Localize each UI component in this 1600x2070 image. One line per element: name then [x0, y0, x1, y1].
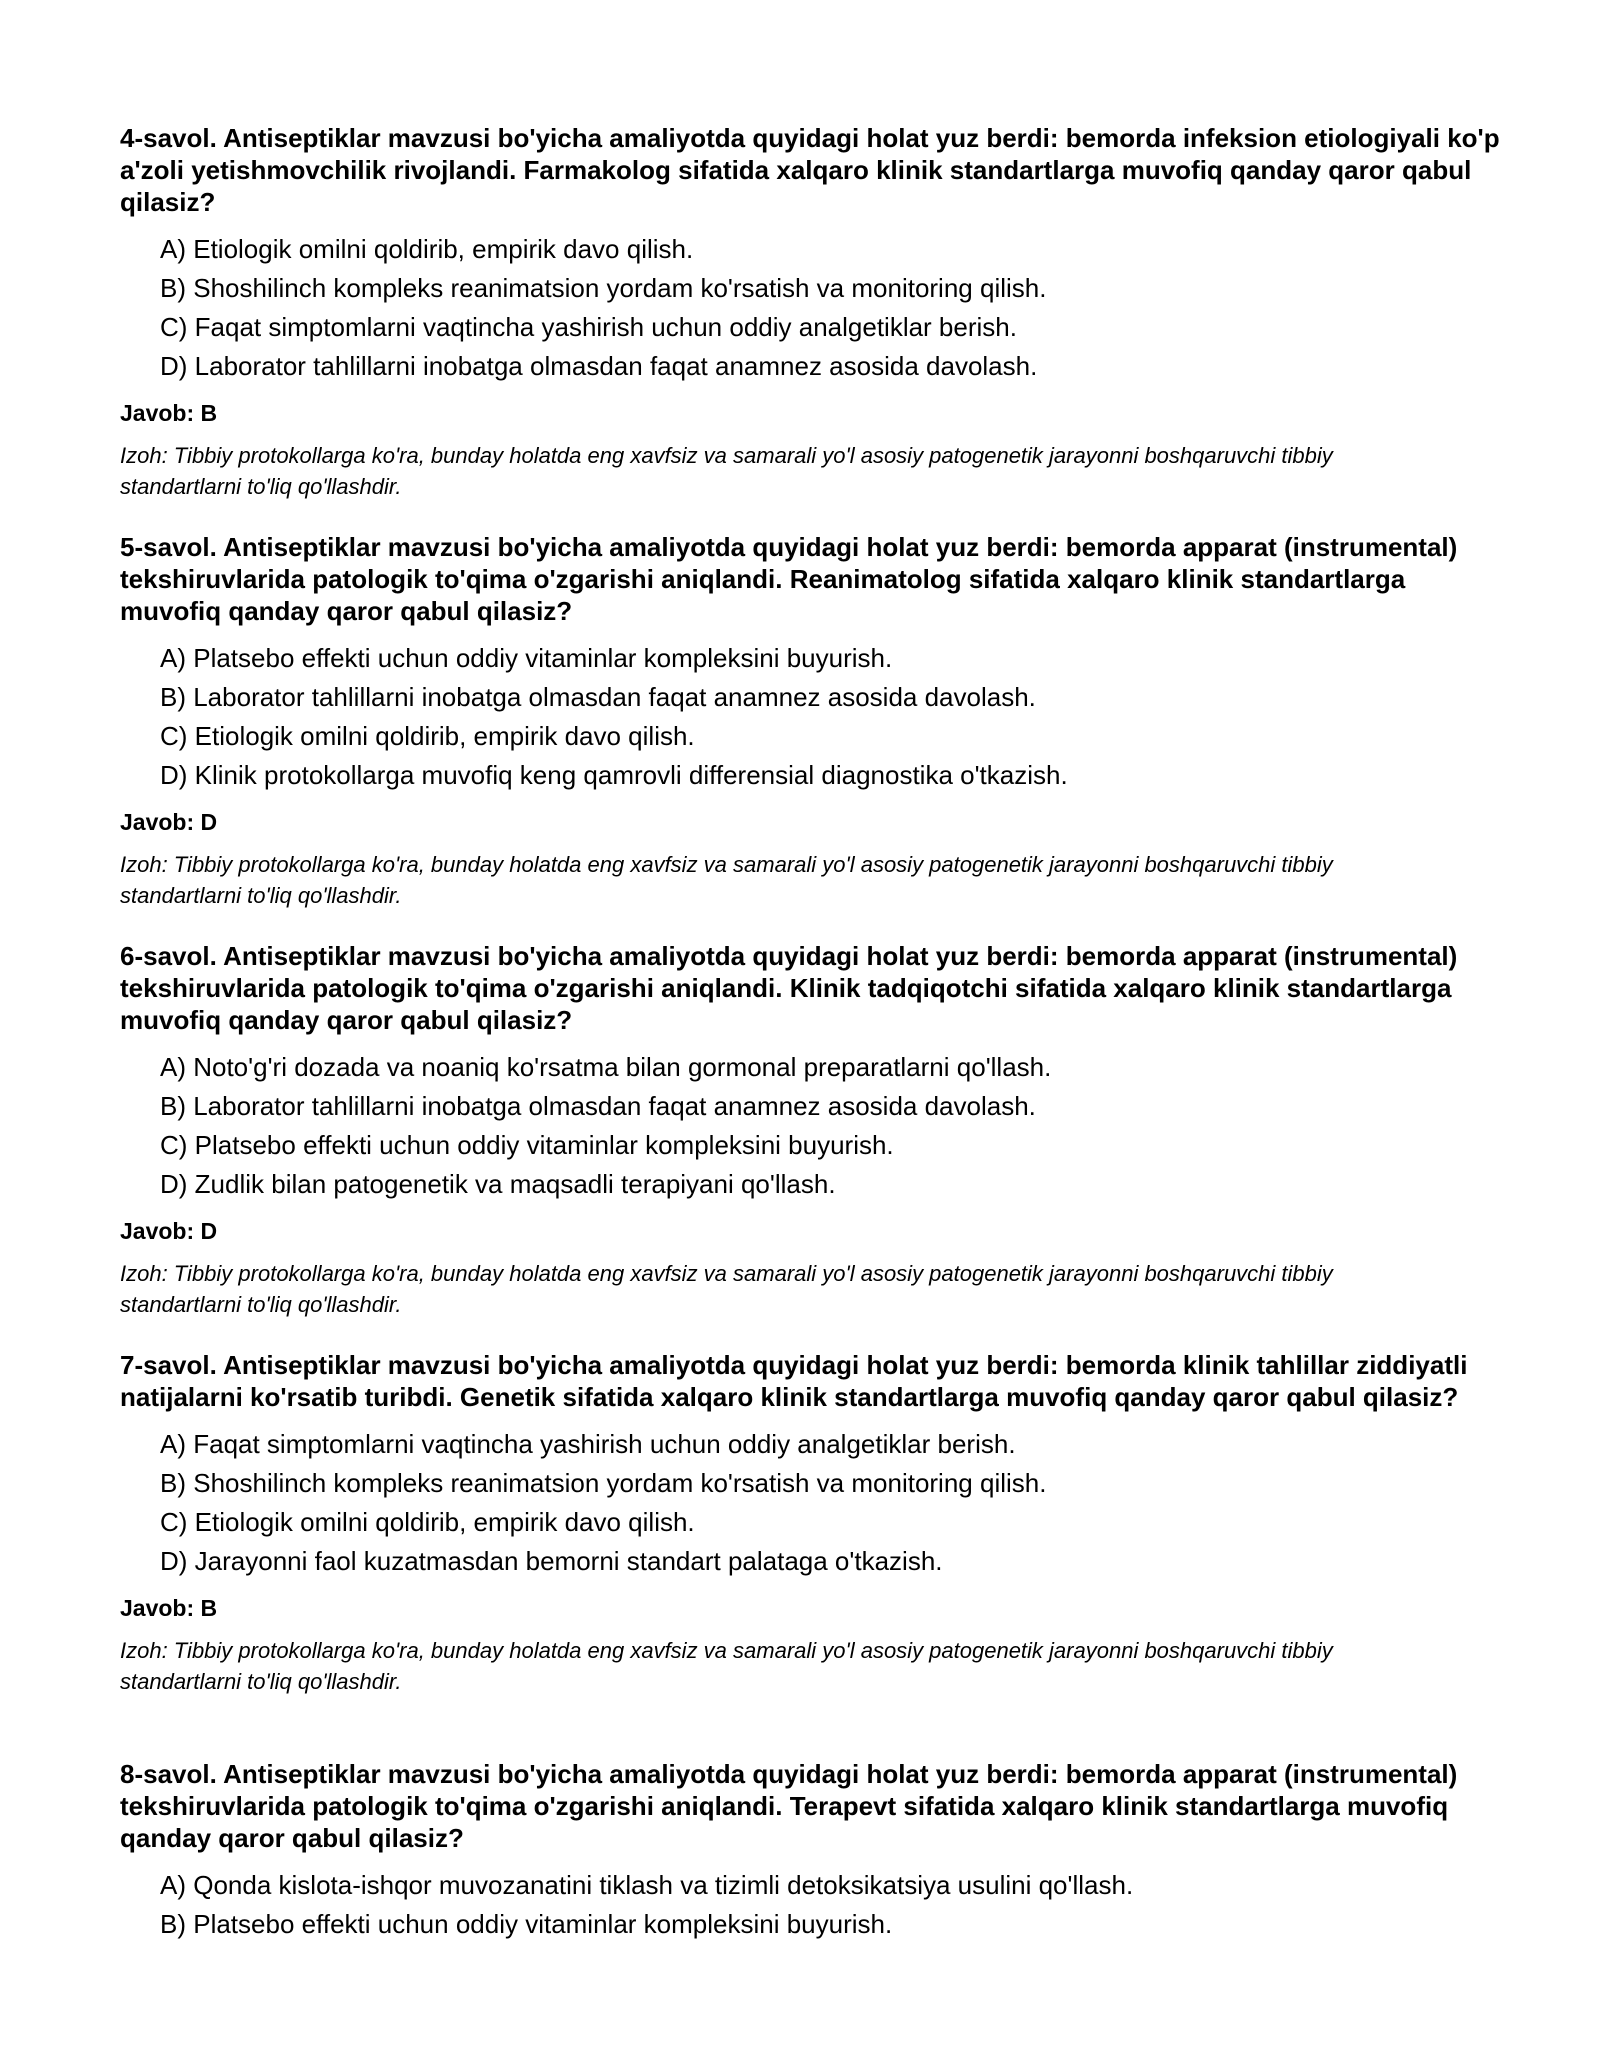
option-b: B) Shoshilinch kompleks reanimatsion yordam ko'rsatish va monitoring qilish. — [160, 273, 1047, 303]
option-b: B) Laborator tahlillarni inobatga olmasdan faqat anamnez asosida davolash. — [160, 682, 1036, 712]
explanation-note: Izoh: Tibbiy protokollarga ko'ra, bunday holatda eng xavfsiz va samarali yo'l asosiy patogenetik jarayonni boshqaruvchi tibbiy standartlarni to'liq qo'llashdir. — [120, 852, 1333, 908]
question-block-4 — [120, 122, 1500, 502]
question-text: 8-savol. Antiseptiklar mavzusi bo'yicha amaliyotda quyidagi holat yuz berdi: bemorda apparat (instrumental) tekshiruvlarida patologik to'qima o'zgarishi aniqlandi. Terapevt sifatida xalqaro klinik standartlarga muvofiq qanday qaror qabul qilasiz? — [120, 1759, 1458, 1853]
question-text: 5-savol. Antiseptiklar mavzusi bo'yicha amaliyotda quyidagi holat yuz berdi: bemorda apparat (instrumental) tekshiruvlarida patologik to'qima o'zgarishi aniqlandi. Reanimatolog sifatida xalqaro klinik standartlarga muvofiq qanday qaror qabul qilasiz? — [120, 532, 1458, 626]
question-block-8 — [120, 1758, 1500, 1944]
option-b: B) Laborator tahlillarni inobatga olmasdan faqat anamnez asosida davolash. — [160, 1091, 1036, 1121]
question-text: 6-savol. Antiseptiklar mavzusi bo'yicha amaliyotda quyidagi holat yuz berdi: bemorda apparat (instrumental) tekshiruvlarida patologik to'qima o'zgarishi aniqlandi. Klinik tadqiqotchi sifatida xalqaro klinik standartlarga muvofiq qanday qaror qabul qilasiz? — [120, 941, 1458, 1035]
options-list — [160, 1048, 1500, 1204]
option-b: B) Shoshilinch kompleks reanimatsion yordam ko'rsatish va monitoring qilish. — [160, 1468, 1047, 1498]
explanation-note: Izoh: Tibbiy protokollarga ko'ra, bunday holatda eng xavfsiz va samarali yo'l asosiy patogenetik jarayonni boshqaruvchi tibbiy standartlarni to'liq qo'llashdir. — [120, 1261, 1333, 1317]
answer-label: Javob: B — [120, 1595, 218, 1621]
option-d: D) Laborator tahlillarni inobatga olmasdan faqat anamnez asosida davolash. — [160, 351, 1038, 381]
question-block-7 — [120, 1349, 1500, 1697]
options-list — [160, 1425, 1500, 1581]
explanation-note: Izoh: Tibbiy protokollarga ko'ra, bunday holatda eng xavfsiz va samarali yo'l asosiy patogenetik jarayonni boshqaruvchi tibbiy standartlarni to'liq qo'llashdir. — [120, 443, 1333, 499]
answer-label: Javob: D — [120, 809, 218, 835]
option-a: A) Etiologik omilni qoldirib, empirik davo qilish. — [160, 234, 694, 264]
answer-label: Javob: D — [120, 1218, 218, 1244]
options-list — [160, 1866, 1500, 1944]
option-b: B) Platsebo effekti uchun oddiy vitaminlar kompleksini buyurish. — [160, 1909, 893, 1939]
question-block-5 — [120, 531, 1500, 911]
answer-label: Javob: B — [120, 400, 218, 426]
explanation-note: Izoh: Tibbiy protokollarga ko'ra, bunday holatda eng xavfsiz va samarali yo'l asosiy patogenetik jarayonni boshqaruvchi tibbiy standartlarni to'liq qo'llashdir. — [120, 1638, 1333, 1694]
option-c: C) Etiologik omilni qoldirib, empirik davo qilish. — [160, 721, 695, 751]
option-a: A) Noto'g'ri dozada va noaniq ko'rsatma bilan gormonal preparatlarni qo'llash. — [160, 1052, 1052, 1082]
question-block-6 — [120, 940, 1500, 1320]
option-c: C) Faqat simptomlarni vaqtincha yashirish uchun oddiy analgetiklar berish. — [160, 312, 1017, 342]
option-d: D) Zudlik bilan patogenetik va maqsadli terapiyani qo'llash. — [160, 1169, 836, 1199]
option-d: D) Jarayonni faol kuzatmasdan bemorni standart palataga o'tkazish. — [160, 1546, 943, 1576]
option-d: D) Klinik protokollarga muvofiq keng qamrovli differensial diagnostika o'tkazish. — [160, 760, 1068, 790]
option-a: A) Qonda kislota-ishqor muvozanatini tiklash va tizimli detoksikatsiya usulini qo'llash. — [160, 1870, 1134, 1900]
options-list — [160, 639, 1500, 795]
options-list — [160, 230, 1500, 386]
option-a: A) Platsebo effekti uchun oddiy vitaminlar kompleksini buyurish. — [160, 643, 893, 673]
option-c: C) Etiologik omilni qoldirib, empirik davo qilish. — [160, 1507, 695, 1537]
question-text: 7-savol. Antiseptiklar mavzusi bo'yicha amaliyotda quyidagi holat yuz berdi: bemorda klinik tahlillar ziddiyatli natijalarni ko'rsatib turibdi. Genetik sifatida xalqaro klinik standartlarga muvofiq qanday qaror qabul qilasiz? — [120, 1350, 1468, 1412]
question-text: 4-savol. Antiseptiklar mavzusi bo'yicha amaliyotda quyidagi holat yuz berdi: bemorda infeksion etiologiyali ko'p a'zoli yetishmovchilik rivojlandi. Farmakolog sifatida xalqaro klinik standartlarga muvofiq qanday qaror qabul qilasiz? — [120, 123, 1500, 217]
option-c: C) Platsebo effekti uchun oddiy vitaminlar kompleksini buyurish. — [160, 1130, 894, 1160]
option-a: A) Faqat simptomlarni vaqtincha yashirish uchun oddiy analgetiklar berish. — [160, 1429, 1016, 1459]
